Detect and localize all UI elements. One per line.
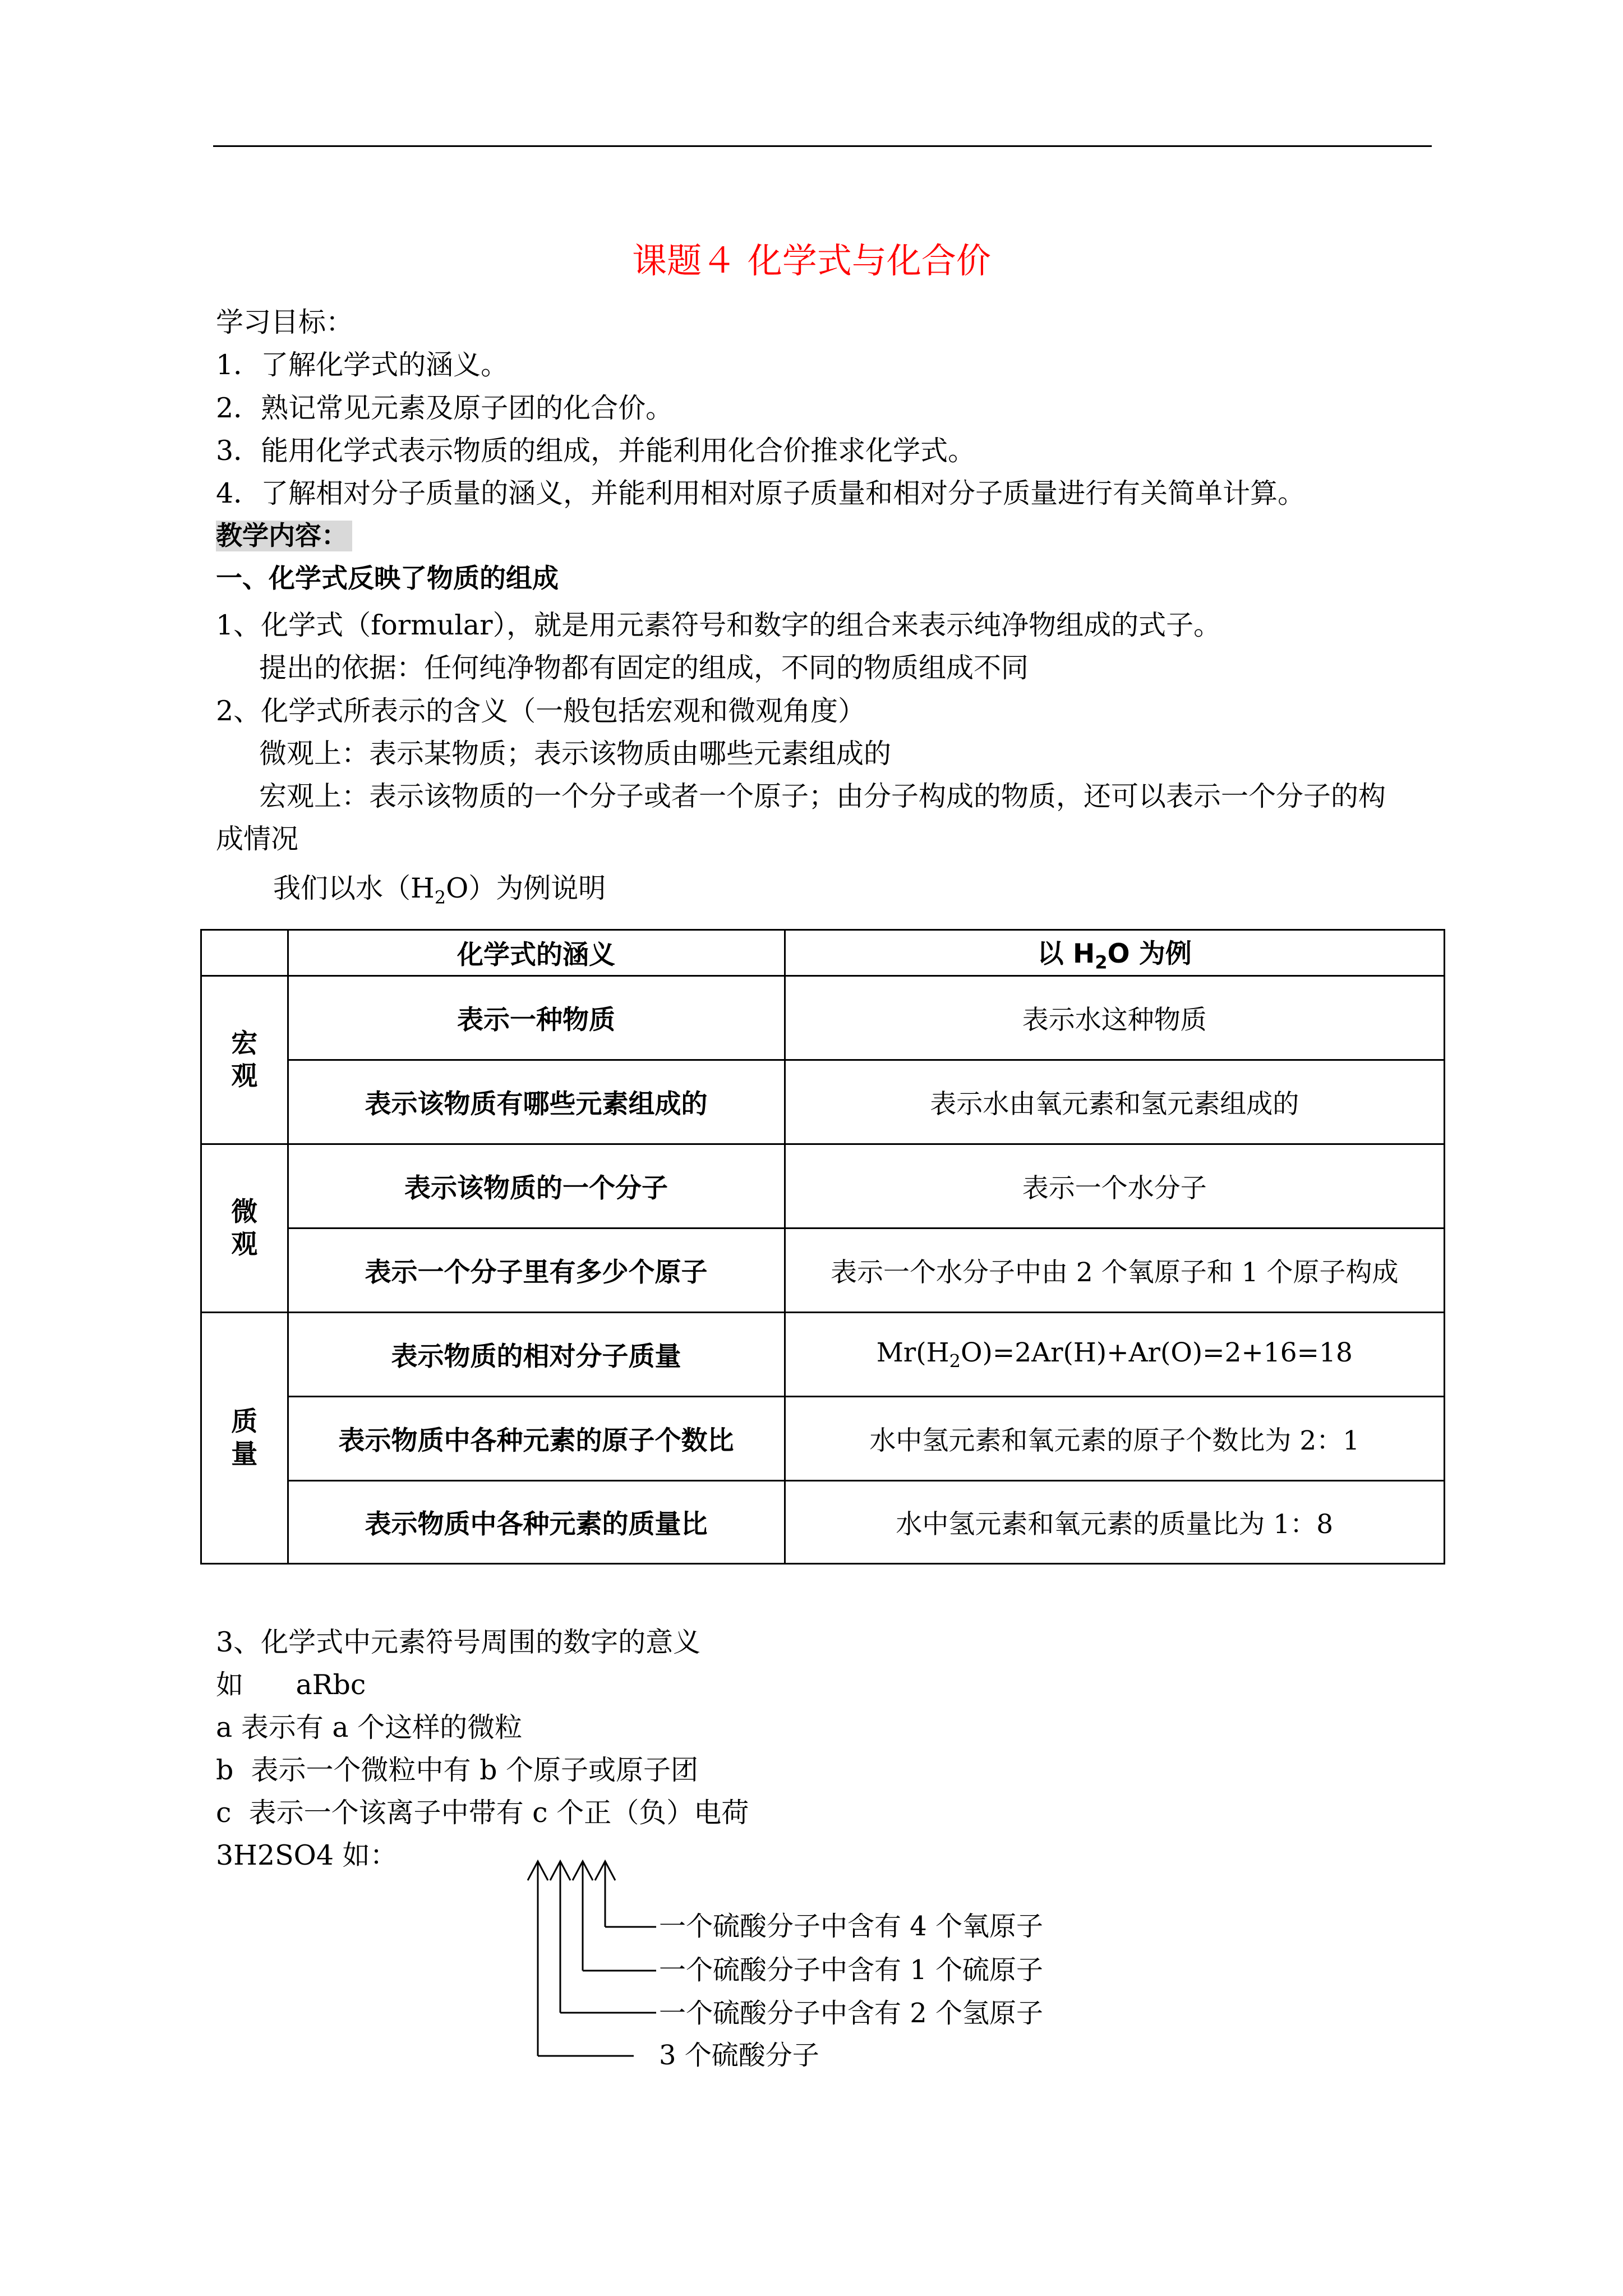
section1-heading: 一、化学式反映了物质的组成 bbox=[216, 563, 559, 594]
table-row-example: 表示水这种物质 bbox=[785, 976, 1444, 1060]
table-header-example: 以 $H_2O$ 为例 bbox=[785, 930, 1444, 976]
section3-b: b 表示一个微粒中有 b 个原子或原子团 bbox=[216, 1754, 699, 1786]
table-row-meaning: 表示物质中各种元素的原子个数比 bbox=[288, 1397, 785, 1481]
section3-formula: 3H2SO4 如： bbox=[216, 1839, 398, 1871]
diagram-label-oxygen: 一个硫酸分子中含有 4 个氧原子 bbox=[659, 1911, 1044, 1942]
group-label-macro: 宏 观 bbox=[201, 976, 288, 1144]
group-label-mass: 质 量 bbox=[201, 1313, 288, 1564]
table-row-example: 表示一个水分子 bbox=[785, 1144, 1444, 1228]
table-row-meaning: 表示物质的相对分子质量 bbox=[288, 1313, 785, 1397]
content-heading-text: 教学内容： bbox=[216, 521, 352, 551]
group-label-micro: 微 观 bbox=[201, 1144, 288, 1313]
table-corner-cell bbox=[201, 930, 288, 976]
page-title: 课题４ 化学式与化合价 bbox=[632, 240, 991, 281]
table-header-meaning: 化学式的涵义 bbox=[288, 930, 785, 976]
table-row-example: 表示一个水分子中由 2 个氧原子和 1 个原子构成 bbox=[785, 1228, 1444, 1313]
section3-example: 如 aRbc bbox=[216, 1669, 366, 1701]
table-row-meaning: 表示一种物质 bbox=[288, 976, 785, 1060]
table-row-meaning: 表示物质中各种元素的质量比 bbox=[288, 1481, 785, 1564]
diagram-label-hydrogen: 一个硫酸分子中含有 2 个氢原子 bbox=[659, 1998, 1044, 2029]
paragraph-2-macro-cont: 成情况 bbox=[216, 823, 299, 855]
table-row-meaning: 表示该物质有哪些元素组成的 bbox=[288, 1060, 785, 1144]
paragraph-2-micro: 微观上：表示某物质；表示该物质由哪些元素组成的 bbox=[259, 738, 892, 770]
objective-item-4: 4．了解相对分子质量的涵义，并能利用相对原子质量和相对分子质量进行有关简单计算。 bbox=[216, 477, 1306, 509]
header-rule bbox=[213, 145, 1432, 147]
diagram-label-sulfur: 一个硫酸分子中含有 1 个硫原子 bbox=[659, 1954, 1044, 1986]
formula-meaning-table bbox=[200, 929, 1445, 1565]
paragraph-2-macro: 宏观上：表示该物质的一个分子或者一个原子；由分子构成的物质，还可以表示一个分子的构 bbox=[259, 780, 1386, 812]
table-row-example: 水中氢元素和氧元素的质量比为 1：8 bbox=[785, 1481, 1444, 1564]
table-row-example: $Mr(H_2O)=2Ar(H)+Ar(O)=2+16=18$ bbox=[785, 1313, 1444, 1397]
table-row-meaning: 表示该物质的一个分子 bbox=[288, 1144, 785, 1228]
section3-a: a 表示有 a 个这样的微粒 bbox=[216, 1711, 523, 1743]
section3-c: c 表示一个该离子中带有 c 个正（负）电荷 bbox=[216, 1797, 749, 1829]
objectives-heading: 学习目标： bbox=[216, 306, 354, 338]
table-row-example: 水中氢元素和氧元素的原子个数比为 2：1 bbox=[785, 1397, 1444, 1481]
objective-item-2: 2．熟记常见元素及原子团的化合价。 bbox=[216, 392, 674, 424]
table-row-meaning: 表示一个分子里有多少个原子 bbox=[288, 1228, 785, 1313]
content-heading bbox=[216, 519, 352, 554]
example-intro: 我们以水$(H_2O)$为例说明 bbox=[273, 872, 606, 908]
objective-item-3: 3．能用化学式表示物质的组成，并能利用化合价推求化学式。 bbox=[216, 435, 976, 467]
paragraph-1: 1、化学式（formular），就是用元素符号和数字的组合来表示纯净物组成的式子。 bbox=[216, 609, 1221, 641]
paragraph-2: 2、化学式所表示的含义（一般包括宏观和微观角度） bbox=[216, 695, 866, 727]
paragraph-1-basis: 提出的依据：任何纯净物都有固定的组成，不同的物质组成不同 bbox=[259, 652, 1029, 684]
table-row-example: 表示水由氧元素和氢元素组成的 bbox=[785, 1060, 1444, 1144]
section3-heading: 3、化学式中元素符号周围的数字的意义 bbox=[216, 1626, 701, 1658]
objective-item-1: 1．了解化学式的涵义。 bbox=[216, 349, 509, 381]
diagram-label-coefficient: 3 个硫酸分子 bbox=[659, 2040, 819, 2071]
